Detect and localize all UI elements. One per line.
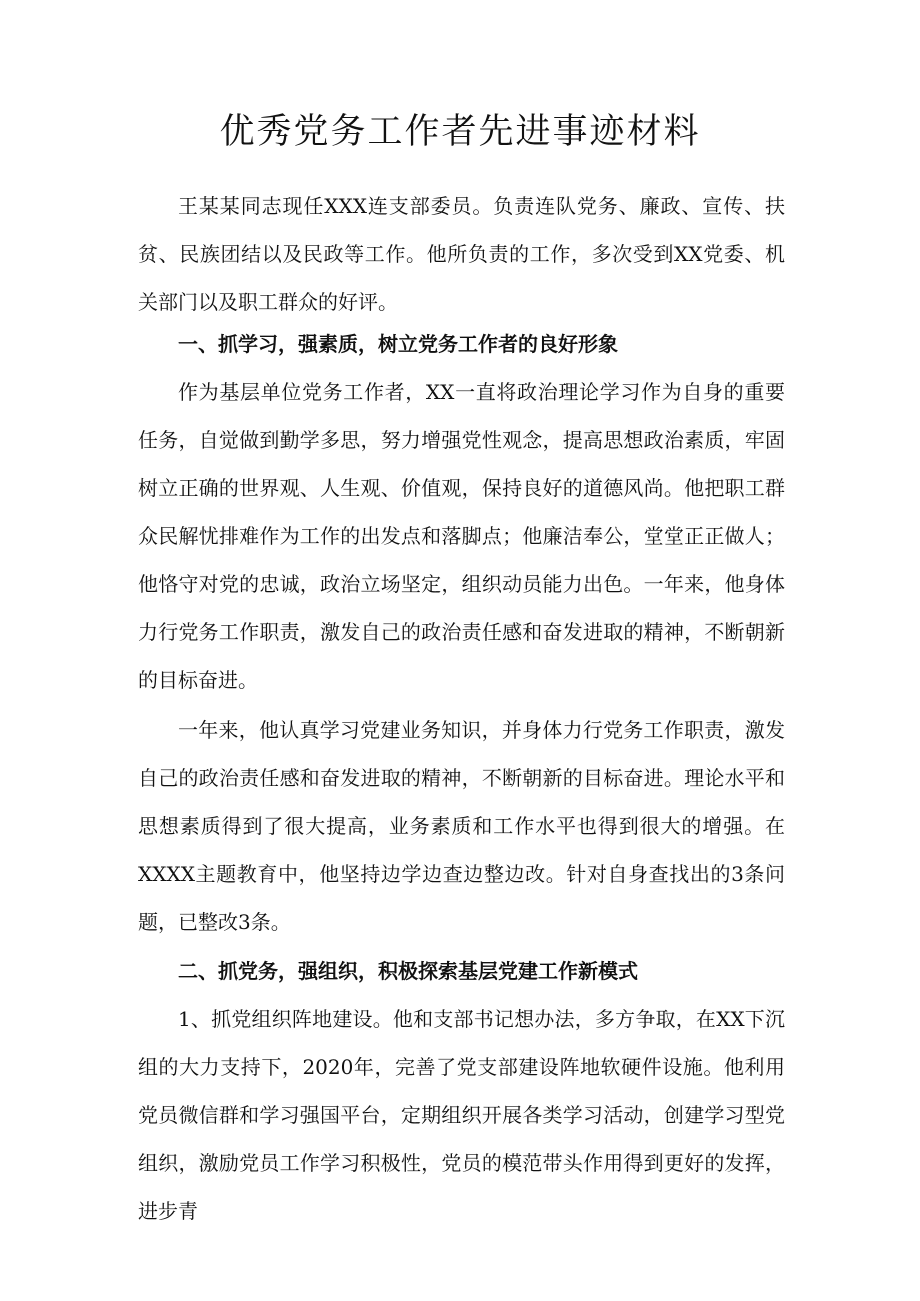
study-paragraph-1: 作为基层单位党务工作者，XX一直将政治理论学习作为自身的重要任务，自觉做到勤学多思，努力增强党性观念，提高思想政治素质，牢固树立正确的世界观、人生观、价值观，保持良好的道德风尚。他把职工群众民解忧排难作为工作的出发点和落脚点；他廉洁奉公，堂堂正正做人；他恪守对党的忠诚，政治立场坚定，组织动员能力出色。一年来，他身体力行党务工作职责，激发自己的政治责任感和奋发进取的精神，不断朝新的目标奋进。	[138, 380, 785, 692]
section-2-heading: 二、抓党务，强组织，积极探索基层党建工作新模式	[178, 959, 638, 983]
organization-paragraph-1: 1、抓党组织阵地建设。他和支部书记想办法，多方争取，在XX下沉组的大力支持下，2020年，完善了党支部建设阵地软硬件设施。他利用党员微信群和学习强国平台，定期组织开展各类学习活动，创建学习型党组织，激励党员工作学习积极性，党员的模范带头作用得到更好的发挥，进步青	[138, 1007, 785, 1223]
section-1-heading: 一、抓学习，强素质，树立党务工作者的良好形象	[178, 332, 618, 356]
study-paragraph-2: 一年来，他认真学习党建业务知识，并身体力行党务工作职责，激发自己的政治责任感和奋发进取的精神，不断朝新的目标奋进。理论水平和思想素质得到了很大提高，业务素质和工作水平也得到很大的增强。在XXXX主题教育中，他坚持边学边查边整边改。针对自身查找出的3条问题，已整改3条。	[138, 718, 785, 934]
document-title: 优秀党务工作者先进事迹材料	[219, 112, 701, 152]
intro-paragraph: 王某某同志现任XXX连支部委员。负责连队党务、廉政、宣传、扶贫、民族团结以及民政等工作。他所负责的工作，多次受到XX党委、机关部门以及职工群众的好评。	[138, 194, 785, 314]
